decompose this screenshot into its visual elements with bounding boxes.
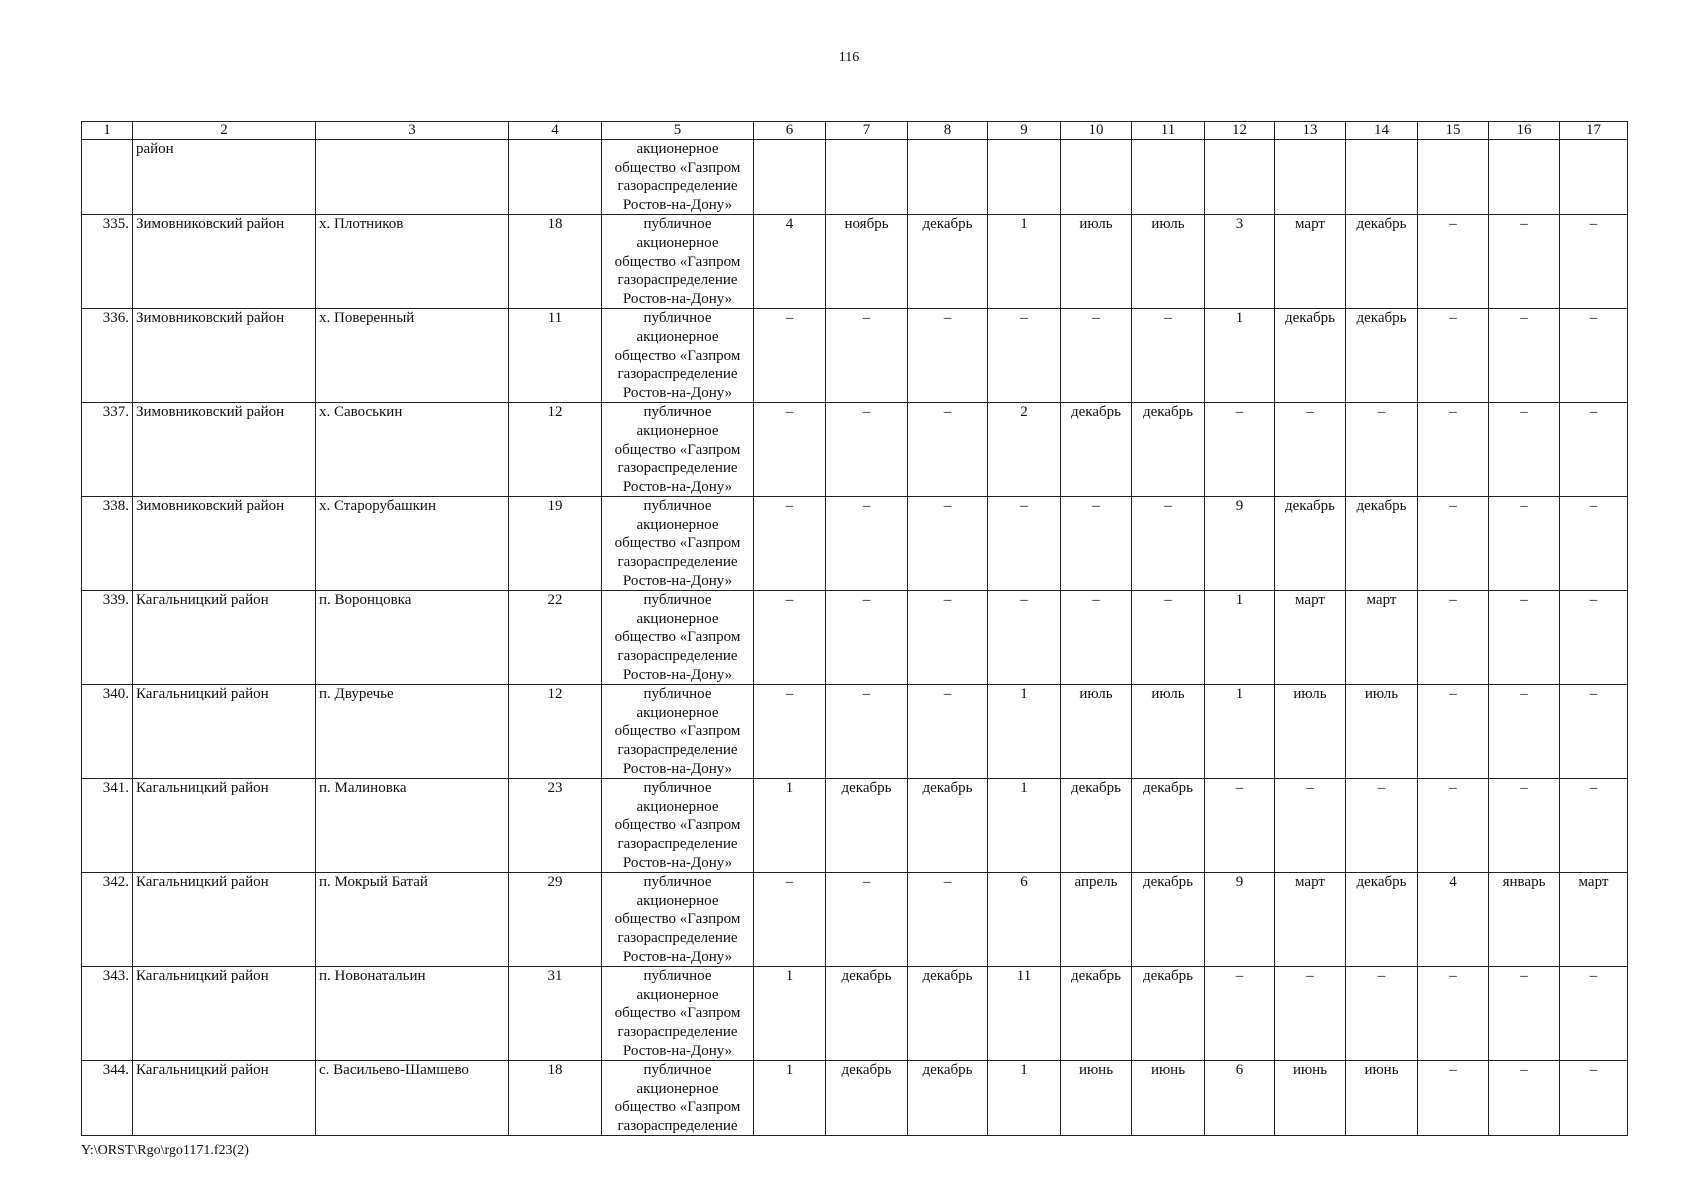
col16-cell: – — [1489, 591, 1560, 685]
col15-cell: – — [1418, 967, 1489, 1061]
district-cell: район — [133, 140, 316, 215]
count-cell: 23 — [509, 779, 602, 873]
col7-cell: декабрь — [826, 967, 908, 1061]
col17-cell: – — [1560, 967, 1628, 1061]
col11-cell: июль — [1132, 685, 1205, 779]
col7-cell: – — [826, 873, 908, 967]
col6-cell: – — [754, 591, 826, 685]
district-cell: Кагальницкий район — [133, 685, 316, 779]
organization-cell: публичное акционерное общество «Газпром газораспределение Ростов-на-Дону» — [602, 591, 754, 685]
col16-cell: – — [1489, 497, 1560, 591]
organization-cell: публичное акционерное общество «Газпром газораспределение Ростов-на-Дону» — [602, 685, 754, 779]
column-header: 5 — [602, 122, 754, 140]
col9-cell: 1 — [988, 779, 1061, 873]
col13-cell: март — [1275, 215, 1346, 309]
table-row — [82, 403, 1628, 497]
column-header: 17 — [1560, 122, 1628, 140]
col13-cell: июнь — [1275, 1061, 1346, 1136]
col14-cell: – — [1346, 967, 1418, 1061]
col11-cell: декабрь — [1132, 779, 1205, 873]
col16-cell: – — [1489, 1061, 1560, 1136]
col16-cell: – — [1489, 685, 1560, 779]
col6-cell: – — [754, 873, 826, 967]
count-cell: 12 — [509, 403, 602, 497]
settlement-cell: х. Старорубашкин — [316, 497, 509, 591]
organization-cell: публичное акционерное общество «Газпром газораспределение Ростов-на-Дону» — [602, 873, 754, 967]
col15-cell: – — [1418, 403, 1489, 497]
district-cell: Кагальницкий район — [133, 873, 316, 967]
col13-cell: июль — [1275, 685, 1346, 779]
organization-cell: публичное акционерное общество «Газпром газораспределение Ростов-на-Дону» — [602, 967, 754, 1061]
col15-cell: – — [1418, 779, 1489, 873]
col14-cell: декабрь — [1346, 497, 1418, 591]
table-row — [82, 591, 1628, 685]
col13-cell: декабрь — [1275, 309, 1346, 403]
table-row — [82, 967, 1628, 1061]
column-header: 2 — [133, 122, 316, 140]
col7-cell: – — [826, 685, 908, 779]
col9-cell: 11 — [988, 967, 1061, 1061]
col17-cell: – — [1560, 215, 1628, 309]
district-cell: Зимовниковский район — [133, 497, 316, 591]
col13-cell: март — [1275, 873, 1346, 967]
col7-cell: ноябрь — [826, 215, 908, 309]
col17-cell: – — [1560, 1061, 1628, 1136]
column-number-row — [82, 122, 1628, 140]
col11-cell: – — [1132, 497, 1205, 591]
row-number-cell: 340. — [82, 685, 133, 779]
organization-cell: публичное акционерное общество «Газпром газораспределение Ростов-на-Дону» — [602, 215, 754, 309]
table-row — [82, 779, 1628, 873]
table-row — [82, 1061, 1628, 1136]
col8-cell: – — [908, 685, 988, 779]
settlement-cell: х. Плотников — [316, 215, 509, 309]
organization-cell: публичное акционерное общество «Газпром газораспределение Ростов-на-Дону» — [602, 497, 754, 591]
table-row — [82, 497, 1628, 591]
district-cell: Кагальницкий район — [133, 967, 316, 1061]
col7-cell: декабрь — [826, 1061, 908, 1136]
settlement-cell: х. Поверенный — [316, 309, 509, 403]
col14-cell: – — [1346, 403, 1418, 497]
col12-cell: – — [1205, 967, 1275, 1061]
settlement-cell: х. Савоськин — [316, 403, 509, 497]
table-row — [82, 685, 1628, 779]
col8-cell: декабрь — [908, 1061, 988, 1136]
column-header: 9 — [988, 122, 1061, 140]
col12-cell: – — [1205, 779, 1275, 873]
col17-cell: – — [1560, 403, 1628, 497]
col14-cell: – — [1346, 779, 1418, 873]
column-header: 13 — [1275, 122, 1346, 140]
column-header: 1 — [82, 122, 133, 140]
col8-cell: – — [908, 873, 988, 967]
count-cell: 18 — [509, 215, 602, 309]
col6-cell: 1 — [754, 1061, 826, 1136]
col10-cell: апрель — [1061, 873, 1132, 967]
col12-cell: 6 — [1205, 1061, 1275, 1136]
col11-cell: июль — [1132, 215, 1205, 309]
file-path-footer: Y:\ORST\Rgo\rgo1171.f23(2) — [81, 1143, 249, 1158]
col16-cell: январь — [1489, 873, 1560, 967]
row-number-cell: 344. — [82, 1061, 133, 1136]
column-header: 8 — [908, 122, 988, 140]
col10-cell: июль — [1061, 685, 1132, 779]
col17-cell: – — [1560, 497, 1628, 591]
col11-cell: июнь — [1132, 1061, 1205, 1136]
col14-cell: март — [1346, 591, 1418, 685]
col16-cell: – — [1489, 309, 1560, 403]
col11-cell: – — [1132, 591, 1205, 685]
settlement-cell: п. Новонатальин — [316, 967, 509, 1061]
col6-cell: 4 — [754, 215, 826, 309]
col15-cell: – — [1418, 591, 1489, 685]
col7-cell: – — [826, 497, 908, 591]
col15-cell: – — [1418, 309, 1489, 403]
col9-cell: 1 — [988, 215, 1061, 309]
organization-cell: акционерное общество «Газпром газораспределение Ростов-на-Дону» — [602, 140, 754, 215]
district-cell: Кагальницкий район — [133, 779, 316, 873]
table-body — [82, 140, 1628, 1136]
count-cell: 11 — [509, 309, 602, 403]
col12-cell: 1 — [1205, 309, 1275, 403]
count-cell: 18 — [509, 1061, 602, 1136]
col15-cell: – — [1418, 1061, 1489, 1136]
district-cell: Кагальницкий район — [133, 591, 316, 685]
column-header: 14 — [1346, 122, 1418, 140]
col6-cell: – — [754, 403, 826, 497]
column-header: 6 — [754, 122, 826, 140]
col10-cell: – — [1061, 309, 1132, 403]
settlement-cell: п. Воронцовка — [316, 591, 509, 685]
count-cell: 31 — [509, 967, 602, 1061]
col14-cell: июль — [1346, 685, 1418, 779]
col8-cell: декабрь — [908, 215, 988, 309]
col6-cell: – — [754, 497, 826, 591]
continuation-row — [82, 140, 1628, 215]
col6-cell: 1 — [754, 779, 826, 873]
column-header: 12 — [1205, 122, 1275, 140]
count-cell: 12 — [509, 685, 602, 779]
column-header: 10 — [1061, 122, 1132, 140]
col8-cell: декабрь — [908, 779, 988, 873]
col13-cell: – — [1275, 403, 1346, 497]
col12-cell: 1 — [1205, 685, 1275, 779]
col8-cell: – — [908, 403, 988, 497]
col9-cell: 1 — [988, 685, 1061, 779]
district-cell: Зимовниковский район — [133, 215, 316, 309]
col10-cell: – — [1061, 591, 1132, 685]
col16-cell: – — [1489, 215, 1560, 309]
column-header: 7 — [826, 122, 908, 140]
col6-cell: 1 — [754, 967, 826, 1061]
district-cell: Зимовниковский район — [133, 403, 316, 497]
data-table — [81, 121, 1628, 1136]
col15-cell: – — [1418, 497, 1489, 591]
col14-cell: июнь — [1346, 1061, 1418, 1136]
col8-cell: – — [908, 497, 988, 591]
col7-cell: – — [826, 591, 908, 685]
district-cell: Кагальницкий район — [133, 1061, 316, 1136]
row-number-cell: 337. — [82, 403, 133, 497]
organization-cell: публичное акционерное общество «Газпром газораспределение Ростов-на-Дону» — [602, 779, 754, 873]
col11-cell: декабрь — [1132, 403, 1205, 497]
col10-cell: декабрь — [1061, 967, 1132, 1061]
col14-cell: декабрь — [1346, 873, 1418, 967]
row-number-cell: 342. — [82, 873, 133, 967]
settlement-cell: с. Васильево-Шамшево — [316, 1061, 509, 1136]
settlement-cell: п. Малиновка — [316, 779, 509, 873]
col11-cell: – — [1132, 309, 1205, 403]
col17-cell: – — [1560, 779, 1628, 873]
table-row — [82, 215, 1628, 309]
organization-cell: публичное акционерное общество «Газпром газораспределение — [602, 1061, 754, 1136]
col7-cell: – — [826, 309, 908, 403]
col13-cell: – — [1275, 967, 1346, 1061]
col9-cell: 6 — [988, 873, 1061, 967]
col8-cell: декабрь — [908, 967, 988, 1061]
col16-cell: – — [1489, 967, 1560, 1061]
settlement-cell: п. Мокрый Батай — [316, 873, 509, 967]
col10-cell: – — [1061, 497, 1132, 591]
col10-cell: декабрь — [1061, 403, 1132, 497]
col9-cell: 2 — [988, 403, 1061, 497]
col17-cell: – — [1560, 685, 1628, 779]
col14-cell: декабрь — [1346, 215, 1418, 309]
column-header: 16 — [1489, 122, 1560, 140]
table-row — [82, 873, 1628, 967]
col12-cell: – — [1205, 403, 1275, 497]
col17-cell: март — [1560, 873, 1628, 967]
col13-cell: – — [1275, 779, 1346, 873]
table-row — [82, 309, 1628, 403]
column-header: 4 — [509, 122, 602, 140]
col7-cell: декабрь — [826, 779, 908, 873]
col12-cell: 9 — [1205, 873, 1275, 967]
column-header: 15 — [1418, 122, 1489, 140]
col11-cell: декабрь — [1132, 967, 1205, 1061]
district-cell: Зимовниковский район — [133, 309, 316, 403]
col9-cell: – — [988, 309, 1061, 403]
column-header: 11 — [1132, 122, 1205, 140]
col6-cell: – — [754, 309, 826, 403]
col9-cell: 1 — [988, 1061, 1061, 1136]
col13-cell: март — [1275, 591, 1346, 685]
col16-cell: – — [1489, 403, 1560, 497]
row-number-cell: 339. — [82, 591, 133, 685]
col16-cell: – — [1489, 779, 1560, 873]
count-cell: 22 — [509, 591, 602, 685]
count-cell: 29 — [509, 873, 602, 967]
row-number-cell: 341. — [82, 779, 133, 873]
col15-cell: – — [1418, 685, 1489, 779]
row-number-cell: 338. — [82, 497, 133, 591]
col12-cell: 3 — [1205, 215, 1275, 309]
col12-cell: 1 — [1205, 591, 1275, 685]
count-cell: 19 — [509, 497, 602, 591]
row-number-cell: 336. — [82, 309, 133, 403]
row-number-cell: 343. — [82, 967, 133, 1061]
col12-cell: 9 — [1205, 497, 1275, 591]
col9-cell: – — [988, 591, 1061, 685]
col17-cell: – — [1560, 591, 1628, 685]
col8-cell: – — [908, 591, 988, 685]
col14-cell: декабрь — [1346, 309, 1418, 403]
col6-cell: – — [754, 685, 826, 779]
organization-cell: публичное акционерное общество «Газпром газораспределение Ростов-на-Дону» — [602, 403, 754, 497]
col15-cell: 4 — [1418, 873, 1489, 967]
col9-cell: – — [988, 497, 1061, 591]
page-number: 116 — [838, 50, 860, 65]
col17-cell: – — [1560, 309, 1628, 403]
row-number-cell: 335. — [82, 215, 133, 309]
col7-cell: – — [826, 403, 908, 497]
col11-cell: декабрь — [1132, 873, 1205, 967]
column-header: 3 — [316, 122, 509, 140]
settlement-cell: п. Двуречье — [316, 685, 509, 779]
col13-cell: декабрь — [1275, 497, 1346, 591]
col8-cell: – — [908, 309, 988, 403]
col10-cell: декабрь — [1061, 779, 1132, 873]
col10-cell: июль — [1061, 215, 1132, 309]
col15-cell: – — [1418, 215, 1489, 309]
organization-cell: публичное акционерное общество «Газпром газораспределение Ростов-на-Дону» — [602, 309, 754, 403]
col10-cell: июнь — [1061, 1061, 1132, 1136]
